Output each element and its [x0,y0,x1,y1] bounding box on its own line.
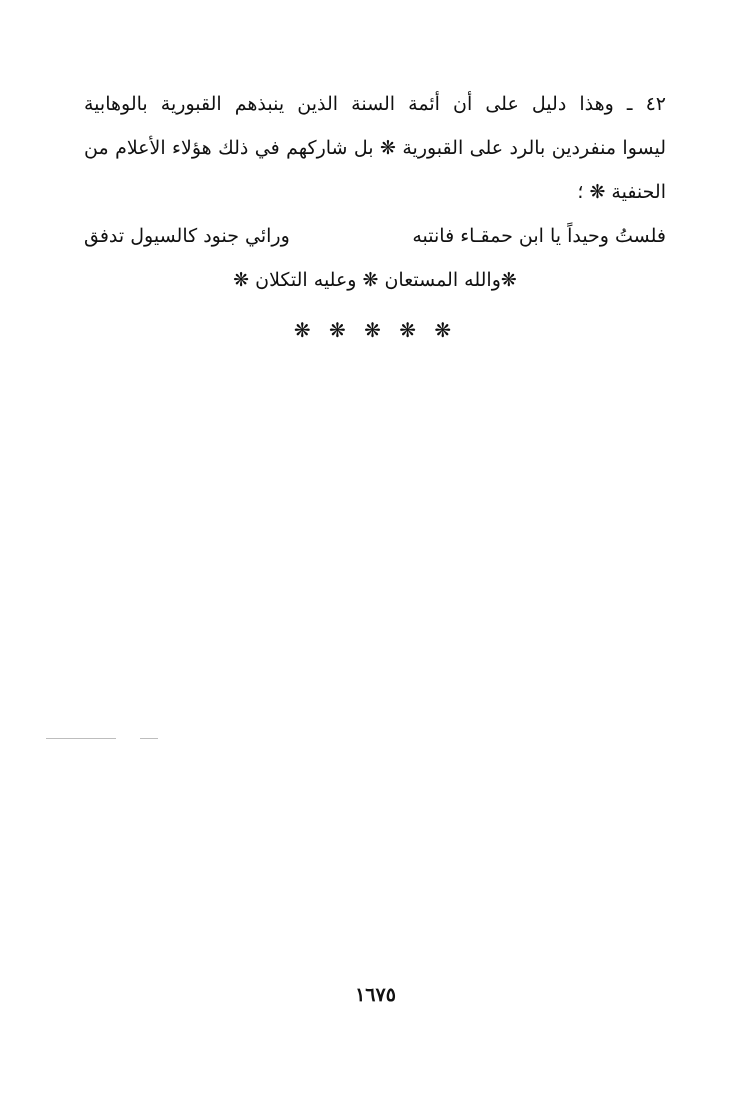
closing-invocation: ❋والله المستعان ❋ وعليه التكلان ❋ [233,269,517,291]
verse-second-hemistich: ورائي جنود كالسيول تدفق [84,225,290,247]
verse-first-hemistich: فلستُ وحيداً يا ابن حمقـاء فانتبه [412,225,666,247]
paragraph-line-1: ٤٢ ـ وهذا دليل على أن أئمة السنة الذين ينبذهم القبورية بالوهابية [84,93,666,115]
poetry-verse [84,214,666,258]
paragraph-line-2: ليسوا منفردين بالرد على القبورية ❋ بل شاركهم في ذلك هؤلاء الأعلام من [84,137,666,159]
section-separator: ❋ ❋ ❋ ❋ ❋ [293,318,458,342]
page-number: ١٦٧٥ [355,984,396,1006]
scan-artifact-line [140,738,158,739]
main-text-block [84,82,666,302]
scan-artifact-line [46,738,116,739]
paragraph-line-3: الحنفية ❋ ؛ [577,181,666,203]
